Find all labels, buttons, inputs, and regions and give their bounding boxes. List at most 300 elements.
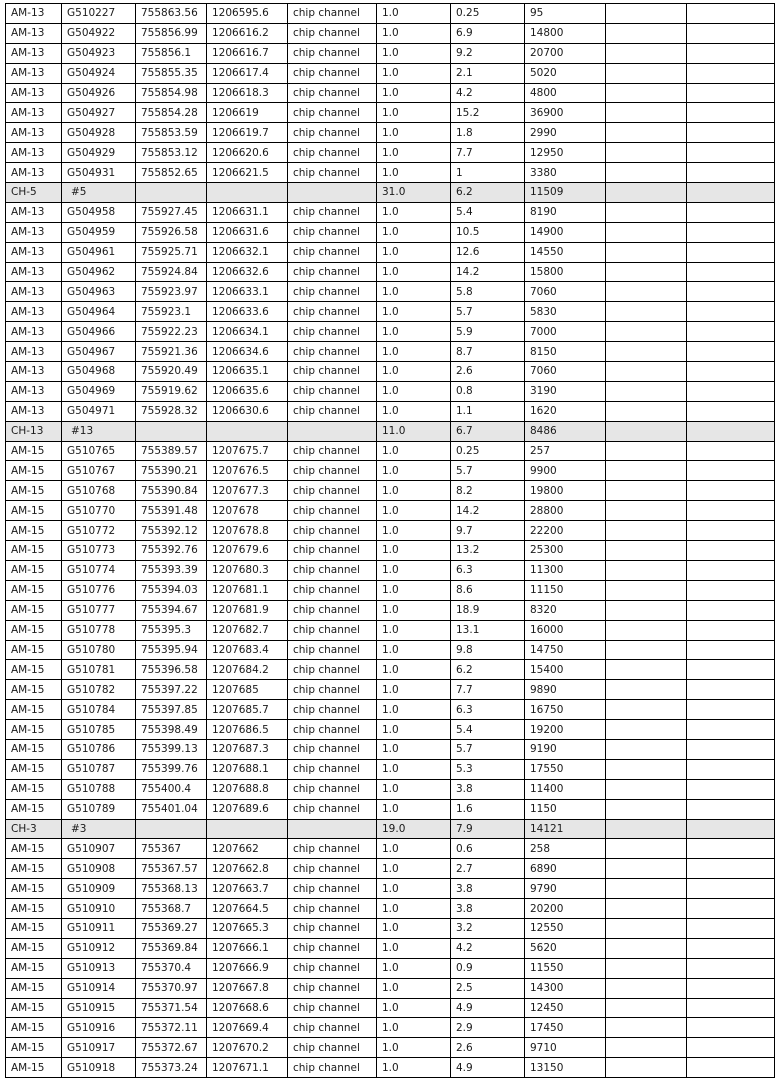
table-row <box>6 63 775 83</box>
cell-sample-id: G510774 <box>62 560 136 580</box>
cell-length: 1.0 <box>377 938 451 958</box>
cell-extra-1 <box>606 302 687 322</box>
cell-easting: 755372.67 <box>136 1038 207 1058</box>
cell-sample-type: chip channel <box>288 441 377 461</box>
cell-sample-id: G504971 <box>62 401 136 421</box>
cell-grade: 2.1 <box>451 63 525 83</box>
cell-area: AM-13 <box>6 222 62 242</box>
cell-northing: 1206620.6 <box>207 143 288 163</box>
cell-sample-type: chip channel <box>288 998 377 1018</box>
cell-sample-id: G510907 <box>62 839 136 859</box>
cell-area: AM-15 <box>6 839 62 859</box>
table-row <box>6 481 775 501</box>
cell-easting: 755390.84 <box>136 481 207 501</box>
cell-northing: 1206616.7 <box>207 43 288 63</box>
cell-easting: 755370.4 <box>136 958 207 978</box>
cell-easting: 755372.11 <box>136 1018 207 1038</box>
cell-length: 1.0 <box>377 222 451 242</box>
cell-sample-id: G510767 <box>62 461 136 481</box>
table-row <box>6 918 775 938</box>
cell-northing: 1207667.8 <box>207 978 288 998</box>
cell-area: AM-15 <box>6 759 62 779</box>
cell-sample-id: G504927 <box>62 103 136 123</box>
table-row <box>6 799 775 819</box>
cell-sample-id: G510910 <box>62 899 136 919</box>
cell-northing: 1206632.6 <box>207 262 288 282</box>
cell-sample-id: G504963 <box>62 282 136 302</box>
cell-grade: 1.6 <box>451 799 525 819</box>
cell-value: 19800 <box>525 481 606 501</box>
table-row <box>6 242 775 262</box>
cell-area: AM-13 <box>6 242 62 262</box>
cell-northing: 1206634.6 <box>207 342 288 362</box>
cell-area: AM-15 <box>6 461 62 481</box>
cell-sample-type: chip channel <box>288 222 377 242</box>
cell-easting: 755863.56 <box>136 4 207 24</box>
cell-easting: 755854.28 <box>136 103 207 123</box>
cell-northing: 1207685 <box>207 680 288 700</box>
cell-northing: 1206618.3 <box>207 83 288 103</box>
table-row <box>6 43 775 63</box>
cell-area: AM-13 <box>6 381 62 401</box>
cell-grade: 6.3 <box>451 560 525 580</box>
cell-extra-2 <box>687 421 775 441</box>
cell-northing <box>207 421 288 441</box>
sample-data-table <box>5 3 775 1078</box>
cell-length: 1.0 <box>377 958 451 978</box>
cell-grade: 6.9 <box>451 23 525 43</box>
cell-sample-type: chip channel <box>288 143 377 163</box>
cell-value: 22200 <box>525 521 606 541</box>
cell-length: 1.0 <box>377 23 451 43</box>
cell-extra-2 <box>687 461 775 481</box>
cell-grade: 8.7 <box>451 342 525 362</box>
cell-extra-1 <box>606 461 687 481</box>
cell-extra-1 <box>606 501 687 521</box>
cell-sample-type: chip channel <box>288 322 377 342</box>
table-row <box>6 541 775 561</box>
cell-length: 1.0 <box>377 660 451 680</box>
cell-value: 11550 <box>525 958 606 978</box>
cell-area: AM-15 <box>6 521 62 541</box>
cell-length: 11.0 <box>377 421 451 441</box>
cell-grade: 0.8 <box>451 381 525 401</box>
cell-value: 11150 <box>525 580 606 600</box>
cell-value: 9890 <box>525 680 606 700</box>
cell-grade: 5.4 <box>451 720 525 740</box>
cell-sample-type: chip channel <box>288 461 377 481</box>
cell-northing: 1207680.3 <box>207 560 288 580</box>
summary-row <box>6 421 775 441</box>
cell-grade: 12.6 <box>451 242 525 262</box>
cell-northing <box>207 183 288 203</box>
cell-easting: 755853.59 <box>136 123 207 143</box>
cell-sample-type <box>288 819 377 839</box>
cell-value: 1150 <box>525 799 606 819</box>
table-row <box>6 103 775 123</box>
table-body <box>6 4 775 1078</box>
cell-easting: 755395.3 <box>136 620 207 640</box>
cell-area: AM-15 <box>6 560 62 580</box>
cell-sample-id: G504958 <box>62 202 136 222</box>
cell-grade: 2.7 <box>451 859 525 879</box>
cell-area: AM-15 <box>6 779 62 799</box>
cell-northing: 1207681.1 <box>207 580 288 600</box>
cell-sample-type: chip channel <box>288 879 377 899</box>
cell-extra-2 <box>687 1038 775 1058</box>
cell-northing: 1207664.5 <box>207 899 288 919</box>
cell-sample-id: G510780 <box>62 640 136 660</box>
cell-easting: 755854.98 <box>136 83 207 103</box>
cell-value: 19200 <box>525 720 606 740</box>
cell-northing: 1207687.3 <box>207 739 288 759</box>
cell-area: AM-13 <box>6 63 62 83</box>
cell-area: AM-15 <box>6 978 62 998</box>
cell-easting: 755368.7 <box>136 899 207 919</box>
table-row <box>6 322 775 342</box>
cell-easting: 755371.54 <box>136 998 207 1018</box>
cell-sample-type: chip channel <box>288 1058 377 1078</box>
cell-northing: 1207685.7 <box>207 700 288 720</box>
cell-extra-1 <box>606 580 687 600</box>
cell-easting: 755852.65 <box>136 163 207 183</box>
cell-sample-id: G504966 <box>62 322 136 342</box>
cell-extra-2 <box>687 362 775 382</box>
cell-sample-type: chip channel <box>288 242 377 262</box>
cell-extra-2 <box>687 918 775 938</box>
cell-extra-1 <box>606 242 687 262</box>
cell-northing: 1206631.1 <box>207 202 288 222</box>
cell-value: 17550 <box>525 759 606 779</box>
cell-grade: 2.9 <box>451 1018 525 1038</box>
cell-length: 1.0 <box>377 262 451 282</box>
cell-easting: 755395.94 <box>136 640 207 660</box>
cell-value: 28800 <box>525 501 606 521</box>
cell-easting: 755397.85 <box>136 700 207 720</box>
table-row <box>6 1038 775 1058</box>
cell-sample-id: G504929 <box>62 143 136 163</box>
cell-extra-1 <box>606 401 687 421</box>
cell-value: 36900 <box>525 103 606 123</box>
cell-length: 1.0 <box>377 859 451 879</box>
cell-value: 13150 <box>525 1058 606 1078</box>
cell-northing: 1207678.8 <box>207 521 288 541</box>
cell-value: 12450 <box>525 998 606 1018</box>
cell-area: AM-15 <box>6 600 62 620</box>
cell-value: 258 <box>525 839 606 859</box>
cell-grade: 5.4 <box>451 202 525 222</box>
cell-value: 9790 <box>525 879 606 899</box>
cell-grade: 6.2 <box>451 183 525 203</box>
cell-sample-type <box>288 421 377 441</box>
cell-grade: 0.25 <box>451 4 525 24</box>
table-row <box>6 700 775 720</box>
cell-extra-1 <box>606 978 687 998</box>
cell-extra-2 <box>687 779 775 799</box>
cell-sample-id: G504928 <box>62 123 136 143</box>
cell-length: 1.0 <box>377 560 451 580</box>
cell-value: 8190 <box>525 202 606 222</box>
cell-sample-id: G504959 <box>62 222 136 242</box>
cell-extra-2 <box>687 521 775 541</box>
cell-extra-1 <box>606 222 687 242</box>
cell-extra-1 <box>606 521 687 541</box>
cell-grade: 5.3 <box>451 759 525 779</box>
cell-extra-2 <box>687 640 775 660</box>
cell-sample-id: G510917 <box>62 1038 136 1058</box>
cell-easting: 755400.4 <box>136 779 207 799</box>
cell-sample-type: chip channel <box>288 83 377 103</box>
cell-extra-2 <box>687 282 775 302</box>
cell-value: 1620 <box>525 401 606 421</box>
cell-sample-type: chip channel <box>288 381 377 401</box>
cell-sample-type: chip channel <box>288 640 377 660</box>
cell-length: 1.0 <box>377 580 451 600</box>
cell-area: AM-15 <box>6 739 62 759</box>
cell-extra-2 <box>687 938 775 958</box>
cell-sample-type: chip channel <box>288 918 377 938</box>
cell-northing: 1206619 <box>207 103 288 123</box>
table-row <box>6 163 775 183</box>
cell-value: 20200 <box>525 899 606 919</box>
cell-easting: 755926.58 <box>136 222 207 242</box>
cell-easting <box>136 421 207 441</box>
cell-length: 1.0 <box>377 521 451 541</box>
cell-northing: 1207678 <box>207 501 288 521</box>
cell-easting: 755922.23 <box>136 322 207 342</box>
cell-length: 1.0 <box>377 342 451 362</box>
cell-value: 6890 <box>525 859 606 879</box>
cell-sample-type: chip channel <box>288 202 377 222</box>
cell-area: AM-15 <box>6 1038 62 1058</box>
cell-sample-id: G504967 <box>62 342 136 362</box>
cell-length: 19.0 <box>377 819 451 839</box>
cell-value: 7000 <box>525 322 606 342</box>
cell-northing: 1207665.3 <box>207 918 288 938</box>
cell-northing: 1206635.1 <box>207 362 288 382</box>
cell-sample-id: G510772 <box>62 521 136 541</box>
cell-northing: 1207677.3 <box>207 481 288 501</box>
cell-northing: 1206634.1 <box>207 322 288 342</box>
cell-sample-type <box>288 183 377 203</box>
cell-northing: 1206633.1 <box>207 282 288 302</box>
cell-sample-id: #5 <box>62 183 136 203</box>
cell-easting: 755389.57 <box>136 441 207 461</box>
cell-extra-1 <box>606 958 687 978</box>
cell-extra-2 <box>687 859 775 879</box>
cell-extra-1 <box>606 421 687 441</box>
cell-area: AM-13 <box>6 202 62 222</box>
cell-length: 31.0 <box>377 183 451 203</box>
table-row <box>6 381 775 401</box>
cell-grade: 5.8 <box>451 282 525 302</box>
cell-extra-2 <box>687 879 775 899</box>
cell-area: AM-15 <box>6 541 62 561</box>
cell-length: 1.0 <box>377 839 451 859</box>
cell-sample-id: G504923 <box>62 43 136 63</box>
cell-northing: 1207679.6 <box>207 541 288 561</box>
table-row <box>6 720 775 740</box>
cell-sample-id: G510916 <box>62 1018 136 1038</box>
cell-extra-2 <box>687 680 775 700</box>
cell-sample-type: chip channel <box>288 720 377 740</box>
cell-easting: 755399.13 <box>136 739 207 759</box>
cell-easting: 755373.24 <box>136 1058 207 1078</box>
cell-extra-1 <box>606 620 687 640</box>
cell-value: 2990 <box>525 123 606 143</box>
cell-value: 14121 <box>525 819 606 839</box>
cell-sample-id: G510785 <box>62 720 136 740</box>
table-row <box>6 501 775 521</box>
cell-extra-2 <box>687 541 775 561</box>
cell-sample-type: chip channel <box>288 958 377 978</box>
cell-northing: 1207668.6 <box>207 998 288 1018</box>
cell-easting: 755401.04 <box>136 799 207 819</box>
cell-sample-type: chip channel <box>288 560 377 580</box>
cell-area: AM-13 <box>6 143 62 163</box>
cell-extra-2 <box>687 998 775 1018</box>
cell-grade: 13.2 <box>451 541 525 561</box>
cell-value: 5830 <box>525 302 606 322</box>
cell-value: 3190 <box>525 381 606 401</box>
cell-extra-1 <box>606 779 687 799</box>
cell-area: AM-15 <box>6 899 62 919</box>
cell-extra-1 <box>606 1018 687 1038</box>
cell-extra-2 <box>687 143 775 163</box>
cell-length: 1.0 <box>377 302 451 322</box>
cell-easting: 755924.84 <box>136 262 207 282</box>
cell-extra-1 <box>606 441 687 461</box>
cell-grade: 8.6 <box>451 580 525 600</box>
cell-length: 1.0 <box>377 779 451 799</box>
cell-extra-2 <box>687 739 775 759</box>
cell-sample-type: chip channel <box>288 600 377 620</box>
cell-value: 14800 <box>525 23 606 43</box>
cell-northing: 1206631.6 <box>207 222 288 242</box>
cell-extra-2 <box>687 242 775 262</box>
cell-length: 1.0 <box>377 63 451 83</box>
cell-extra-1 <box>606 262 687 282</box>
cell-extra-2 <box>687 202 775 222</box>
cell-extra-1 <box>606 43 687 63</box>
cell-value: 11509 <box>525 183 606 203</box>
cell-sample-type: chip channel <box>288 620 377 640</box>
cell-sample-id: G504922 <box>62 23 136 43</box>
cell-sample-type: chip channel <box>288 899 377 919</box>
cell-grade: 1 <box>451 163 525 183</box>
cell-extra-1 <box>606 879 687 899</box>
table-row <box>6 222 775 242</box>
table-row <box>6 859 775 879</box>
cell-length: 1.0 <box>377 541 451 561</box>
cell-easting: 755398.49 <box>136 720 207 740</box>
cell-extra-2 <box>687 43 775 63</box>
cell-grade: 4.9 <box>451 1058 525 1078</box>
table-row <box>6 282 775 302</box>
cell-area: AM-13 <box>6 43 62 63</box>
cell-extra-2 <box>687 560 775 580</box>
cell-sample-type: chip channel <box>288 43 377 63</box>
cell-grade: 2.6 <box>451 1038 525 1058</box>
cell-grade: 0.25 <box>451 441 525 461</box>
cell-northing: 1207666.1 <box>207 938 288 958</box>
cell-value: 7060 <box>525 362 606 382</box>
cell-sample-id: G510911 <box>62 918 136 938</box>
cell-extra-2 <box>687 978 775 998</box>
cell-length: 1.0 <box>377 163 451 183</box>
cell-length: 1.0 <box>377 1058 451 1078</box>
table-row <box>6 739 775 759</box>
cell-area: AM-15 <box>6 938 62 958</box>
cell-area: AM-15 <box>6 998 62 1018</box>
cell-area: AM-15 <box>6 799 62 819</box>
cell-northing: 1207670.2 <box>207 1038 288 1058</box>
cell-extra-1 <box>606 481 687 501</box>
cell-area: AM-13 <box>6 401 62 421</box>
cell-area: AM-15 <box>6 859 62 879</box>
cell-area: AM-13 <box>6 83 62 103</box>
cell-sample-type: chip channel <box>288 103 377 123</box>
cell-sample-id: G510918 <box>62 1058 136 1078</box>
cell-sample-id: G504961 <box>62 242 136 262</box>
cell-extra-2 <box>687 183 775 203</box>
cell-extra-1 <box>606 4 687 24</box>
cell-sample-type: chip channel <box>288 63 377 83</box>
cell-sample-type: chip channel <box>288 700 377 720</box>
cell-area: AM-15 <box>6 879 62 899</box>
cell-extra-1 <box>606 839 687 859</box>
cell-area: AM-13 <box>6 342 62 362</box>
cell-sample-type: chip channel <box>288 759 377 779</box>
cell-extra-1 <box>606 1058 687 1078</box>
cell-extra-1 <box>606 720 687 740</box>
cell-value: 15400 <box>525 660 606 680</box>
table-row <box>6 759 775 779</box>
cell-length: 1.0 <box>377 4 451 24</box>
cell-extra-2 <box>687 1018 775 1038</box>
cell-sample-id: G510909 <box>62 879 136 899</box>
cell-area: AM-15 <box>6 958 62 978</box>
table-row <box>6 580 775 600</box>
cell-grade: 6.3 <box>451 700 525 720</box>
cell-length: 1.0 <box>377 83 451 103</box>
cell-sample-id: G504962 <box>62 262 136 282</box>
cell-length: 1.0 <box>377 501 451 521</box>
table-row <box>6 401 775 421</box>
cell-value: 12950 <box>525 143 606 163</box>
table-row <box>6 143 775 163</box>
cell-grade: 9.2 <box>451 43 525 63</box>
cell-sample-type: chip channel <box>288 282 377 302</box>
cell-grade: 4.9 <box>451 998 525 1018</box>
cell-grade: 0.6 <box>451 839 525 859</box>
cell-sample-type: chip channel <box>288 501 377 521</box>
cell-area: AM-13 <box>6 123 62 143</box>
cell-length: 1.0 <box>377 759 451 779</box>
table-row <box>6 521 775 541</box>
summary-row <box>6 183 775 203</box>
cell-value: 17450 <box>525 1018 606 1038</box>
cell-grade: 3.2 <box>451 918 525 938</box>
cell-sample-id: G510786 <box>62 739 136 759</box>
cell-extra-2 <box>687 899 775 919</box>
cell-extra-1 <box>606 799 687 819</box>
cell-length: 1.0 <box>377 1038 451 1058</box>
cell-extra-2 <box>687 799 775 819</box>
cell-grade: 8.2 <box>451 481 525 501</box>
cell-sample-id: G510913 <box>62 958 136 978</box>
cell-extra-2 <box>687 660 775 680</box>
